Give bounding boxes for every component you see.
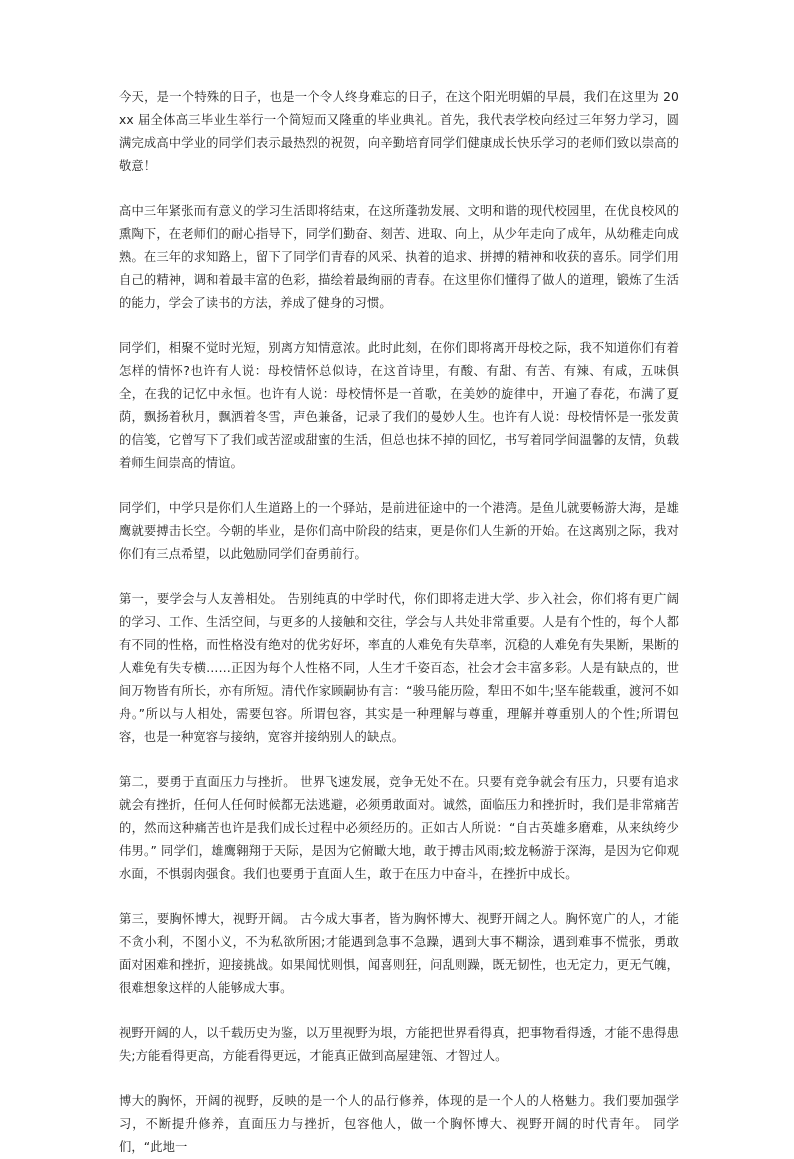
paragraph-closing: 博大的胸怀，开阔的视野，反映的是一个人的品行修养，体现的是一个人的人格魅力。我们要加强学习，不断提升修养，直面压力与挫折，包容他人，做一个胸怀博大、视野开阔的时代青年。 同学们，“此地一 — [119, 1094, 679, 1154]
paragraph-three-hopes: 同学们，中学只是你们人生道路上的一个驿站，是前进征途中的一个港湾。是鱼儿就要畅游大海，是雄鹰就要搏击长空。今朝的毕业，是你们高中阶段的结束，更是你们人生新的开始。在这离别之际，我对你们有三点希望，以此勉励同学们奋勇前行。 — [119, 501, 679, 561]
paragraph-hope-three: 第三，要胸怀博大，视野开阔。 古今成大事者，皆为胸怀博大、视野开阔之人。胸怀宽广的人，才能不贪小利，不图小义，不为私欲所困;才能遇到急事不急躁，遇到大事不糊涂，遇到难事不慌张，勇敢面对困难和挫折，迎接挑战。如果闻忧则惧，闻喜则狂，问乱则躁，既无韧性，也无定力，更无气魄，很难想象这样的人能够成大事。 — [119, 912, 679, 995]
document-body — [119, 86, 679, 1159]
paragraph-high-school-life: 高中三年紧张而有意义的学习生活即将结束，在这所蓬勃发展、文明和谐的现代校园里，在优良校风的熏陶下，在老师们的耐心指导下，同学们勤奋、刻苦、进取、向上，从少年走向了成年，从幼稚走向成熟。在三年的求知路上，留下了同学们青春的风采、执着的追求、拼搏的精神和收获的喜乐。同学们用自己的精神，调和着最丰富的色彩，描绘着最绚丽的青春。在这里你们懂得了做人的道理，锻炼了生活的能力，学会了读书的方法，养成了健身的习惯。 — [119, 204, 679, 310]
paragraph-vision: 视野开阔的人，以千载历史为鉴，以万里视野为垠，方能把世界看得真，把事物看得透，才能不患得患失;方能看得更高，方能看得更远，才能真正做到高屋建瓴、才智过人。 — [119, 1026, 679, 1063]
paragraph-hope-two: 第二，要勇于直面压力与挫折。 世界飞速发展，竞争无处不在。只要有竞争就会有压力，只要有追求就会有挫折，任何人任何时候都无法逃避，必须勇敢面对。诚然，面临压力和挫折时，我们是非常痛苦的，然而这种痛苦也许是我们成长过程中必须经历的。正如古人所说：“自古英雄多磨难，从来纨绔少伟男。” 同学们，雄鹰翱翔于天际，是因为它俯瞰大地，敢于搏击风雨;蛟龙畅游于深海，是因为它仰观水面，不惧弱肉强食。我们也要勇于直面人生，敢于在压力中奋斗，在挫折中成长。 — [119, 775, 679, 881]
paragraph-school-feelings: 同学们，相聚不觉时光短，别离方知情意浓。此时此刻，在你们即将离开母校之际，我不知道你们有着怎样的情怀?也许有人说：母校情怀总似诗，在这首诗里，有酸、有甜、有苦、有辣、有咸，五味俱全，在我的记忆中永恒。也许有人说：母校情怀是一首歌，在美妙的旋律中，开遍了春花，布满了夏荫，飘扬着秋月，飘洒着冬雪，声色兼备，记录了我们的曼妙人生。也许有人说：母校情怀是一张发黄的信笺，它曾写下了我们或苦涩或甜蜜的生活，但总也抹不掉的回忆，书写着同学间温馨的友情，负载着师生间崇高的情谊。 — [119, 341, 679, 470]
paragraph-hope-one: 第一，要学会与人友善相处。 告别纯真的中学时代，你们即将走进大学、步入社会，你们将有更广阔的学习、工作、生活空间，与更多的人接触和交往，学会与人共处非常重要。人是有个性的，每个人都有不同的性格，而性格没有绝对的优劣好坏，率直的人难免有失草率，沉稳的人难免有失果断，果断的人难免有失专横……正因为每个人性格不同，人生才千姿百态，社会才会丰富多彩。人是有缺点的，世间万物皆有所长，亦有所短。清代作家顾嗣协有言：“骏马能历险，犁田不如牛;坚车能载重，渡河不如舟。”所以与人相处，需要包容。所谓包容，其实是一种理解与尊重，理解并尊重别人的个性;所谓包容，也是一种宽容与接纳，宽容并接纳别人的缺点。 — [119, 592, 679, 744]
paragraph-opening: 今天，是一个特殊的日子，也是一个令人终身难忘的日子，在这个阳光明媚的早晨，我们在这里为 20xx 届全体高三毕业生举行一个简短而又隆重的毕业典礼。首先，我代表学校向经过三年努力学习，圆满完成高中学业的同学们表示最热烈的祝贺，向辛勤培育同学们健康成长快乐学习的老师们致以崇高的敬意！ — [119, 90, 679, 173]
